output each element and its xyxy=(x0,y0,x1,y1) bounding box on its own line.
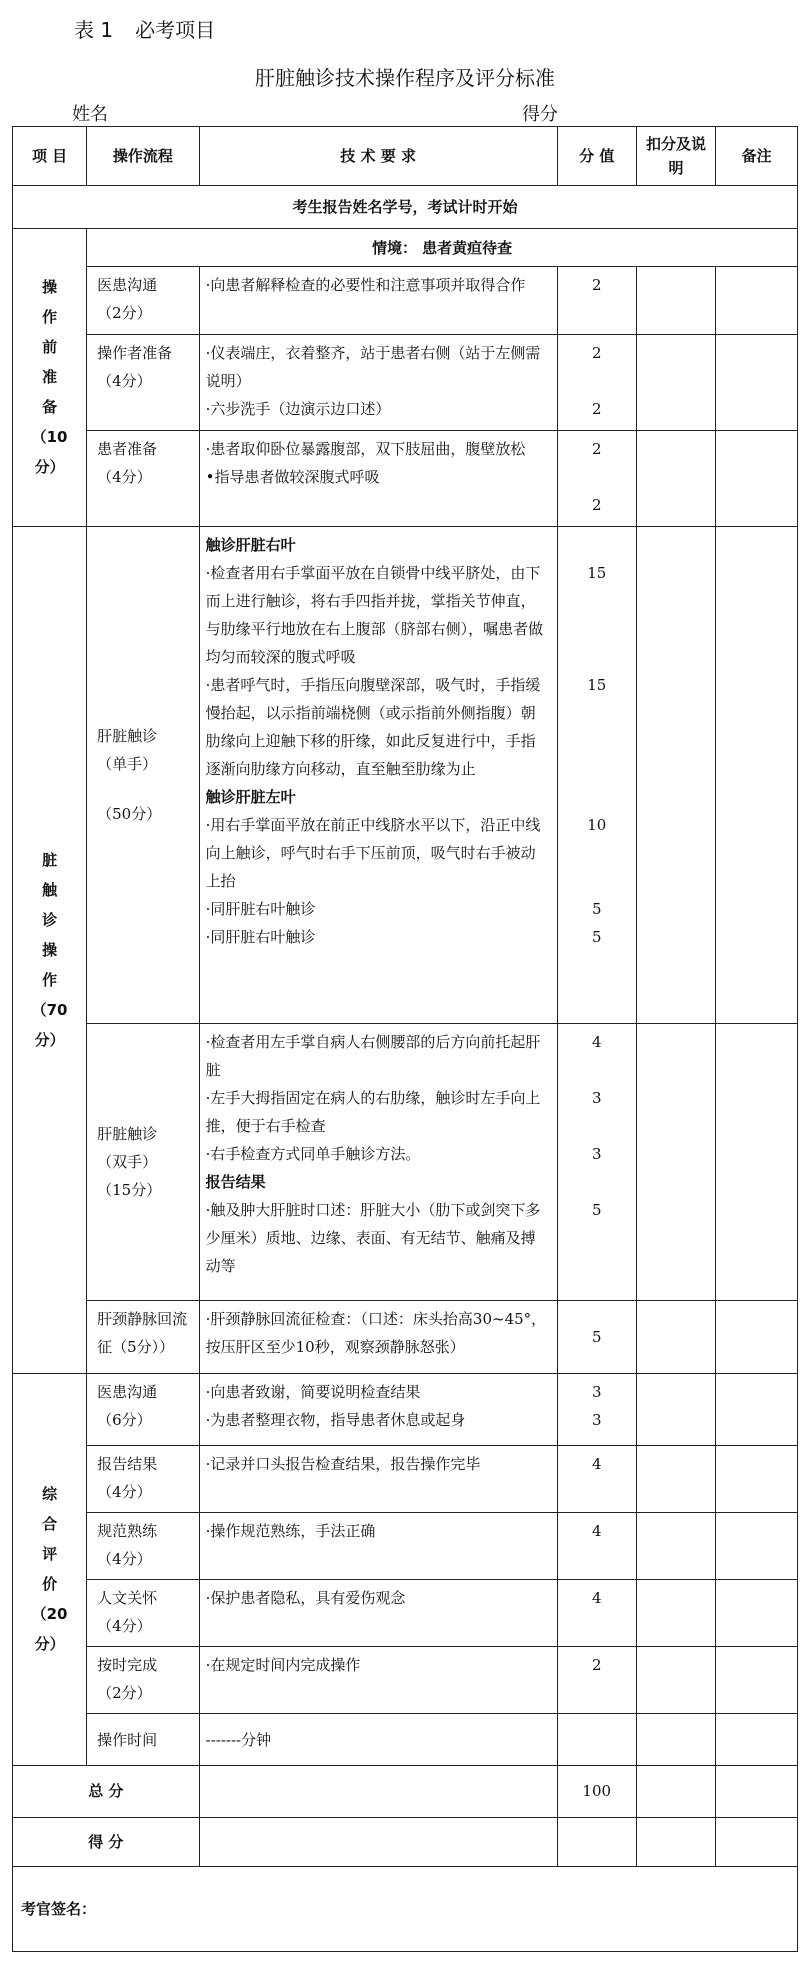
section-prep: 操 作 前 准 备 （10 分） xyxy=(13,229,87,526)
col-requirements: 技 术 要 求 xyxy=(199,127,557,186)
flow-cell: 规范熟练 （4分） xyxy=(87,1512,200,1579)
table-row xyxy=(13,1373,798,1445)
flow-cell: 患者准备 （4分） xyxy=(87,430,200,526)
req-cell: ·肝颈静脉回流征检查：（口述：床头抬高30~45°，按压肝区至少10秒，观察颈静脉怒张） xyxy=(199,1301,557,1373)
flow-cell: 医患沟通 （2分） xyxy=(87,267,200,334)
note-cell[interactable] xyxy=(716,1647,798,1714)
table-row xyxy=(13,526,798,1024)
note-cell[interactable] xyxy=(716,1445,798,1512)
score-cell: 2 2 xyxy=(557,430,636,526)
flow-cell: 人文关怀 （4分） xyxy=(87,1580,200,1647)
table-row xyxy=(13,1512,798,1579)
flow-cell: 肝颈静脉回流征（5分）） xyxy=(87,1301,200,1373)
table-row xyxy=(13,1580,798,1647)
scenario: 情境： 患者黄疸待查 xyxy=(87,229,798,267)
note-cell[interactable] xyxy=(716,267,798,334)
req-cell: ·操作规范熟练，手法正确 xyxy=(199,1512,557,1579)
score-cell xyxy=(557,1714,636,1766)
req-cell: 触诊肝脏右叶 ·检查者用右手掌面平放在自锁骨中线平脐处，由下而上进行触诊，将右手四指并拢，掌指关节伸直，与肋缘平行地放在右上腹部（脐部右侧），嘱患者做均匀而较深的腹式呼吸 ·患者呼气时，手指压向腹壁深部，吸气时，手指缓慢抬起，以示指前端桡侧（或示指前外侧指腹）朝肋缘向上迎触下移的肝缘，如此反复进行中，手指逐渐向肋缘方向移动，直至触至肋缘为止 触诊肝脏左叶 ·用右手掌面平放在前正中线脐水平以下，沿正中线向上触诊，呼气时右手下压前顶，吸气时右手被动上抬 ·同肝脏右叶触诊 ·同肝脏右叶触诊 xyxy=(199,526,557,1024)
req-cell xyxy=(199,1714,557,1766)
examiner-signature[interactable]: 考官签名： xyxy=(13,1867,798,1952)
score-cell: 4 xyxy=(557,1445,636,1512)
document-title: 肝脏触诊技术操作程序及评分标准 xyxy=(255,66,555,90)
note-cell[interactable] xyxy=(716,526,798,1024)
deduction-cell[interactable] xyxy=(636,430,715,526)
deduction-cell[interactable] xyxy=(636,1765,715,1817)
note-cell[interactable] xyxy=(716,1373,798,1445)
deduction-cell[interactable] xyxy=(636,334,715,430)
section-palpation: 脏 触 诊 操 作 （70 分） xyxy=(13,526,87,1373)
deduction-cell[interactable] xyxy=(636,1373,715,1445)
score-cell: 4 xyxy=(557,1580,636,1647)
deduction-cell[interactable] xyxy=(636,1445,715,1512)
table-row xyxy=(13,267,798,334)
flow-cell: 医患沟通 （6分） xyxy=(87,1373,200,1445)
req-cell: ·在规定时间内完成操作 xyxy=(199,1647,557,1714)
note-cell[interactable] xyxy=(716,334,798,430)
scoring-table xyxy=(12,126,798,1952)
req-cell: ·向患者致谢，简要说明检查结果 ·为患者整理衣物，指导患者休息或起身 xyxy=(199,1373,557,1445)
note-cell[interactable] xyxy=(716,1580,798,1647)
score-row xyxy=(13,1817,798,1867)
section-evaluation: 综 合 评 价 （20 分） xyxy=(13,1373,87,1765)
deduction-cell[interactable] xyxy=(636,1301,715,1373)
score-cell: 4 xyxy=(557,1512,636,1579)
table-row xyxy=(13,1024,798,1301)
deduction-cell[interactable] xyxy=(636,1512,715,1579)
name-label: 姓名 xyxy=(72,104,108,125)
scenario-row xyxy=(13,229,798,267)
score-row-label: 得 分 xyxy=(13,1817,200,1867)
score-cell: 2 xyxy=(557,1647,636,1714)
note-cell[interactable] xyxy=(716,1817,798,1867)
score-cell: 15 15 10 5 5 xyxy=(557,526,636,1024)
col-flow: 操作流程 xyxy=(87,127,200,186)
total-label: 总 分 xyxy=(13,1765,200,1817)
table-row xyxy=(13,334,798,430)
col-deduction: 扣分及说明 xyxy=(636,127,715,186)
req-cell: ·检查者用左手掌自病人右侧腰部的后方向前托起肝脏 ·左手大拇指固定在病人的右肋缘，触诊时左手向上推，便于右手检查 ·右手检查方式同单手触诊方法。 报告结果 ·触及肿大肝脏时口述：肝脏大小（肋下或剑突下多少厘米）质地、边缘、表面、有无结节、触痛及搏动等 xyxy=(199,1024,557,1301)
col-item: 项 目 xyxy=(13,127,87,186)
table-caption xyxy=(74,14,237,43)
start-banner-row xyxy=(13,185,798,228)
table-row xyxy=(13,430,798,526)
table-caption-text: 必考项目 xyxy=(135,18,216,42)
deduction-cell[interactable] xyxy=(636,1024,715,1301)
flow-cell: 操作者准备 （4分） xyxy=(87,334,200,430)
score-cell: 4 3 3 5 xyxy=(557,1024,636,1301)
table-number: 表 1 xyxy=(74,18,114,42)
deduction-cell[interactable] xyxy=(636,267,715,334)
req-cell: ·患者取仰卧位暴露腹部，双下肢屈曲，腹壁放松 •指导患者做较深腹式呼吸 xyxy=(199,430,557,526)
score-entry[interactable] xyxy=(199,1817,557,1867)
deduction-cell[interactable] xyxy=(636,1647,715,1714)
table-row xyxy=(13,1714,798,1766)
note-cell[interactable] xyxy=(716,1512,798,1579)
table-row xyxy=(13,1647,798,1714)
score-cell: 5 xyxy=(557,1301,636,1373)
req-cell: ·记录并口头报告检查结果，报告操作完毕 xyxy=(199,1445,557,1512)
table-row xyxy=(13,1445,798,1512)
total-row xyxy=(13,1765,798,1817)
req-cell: ·保护患者隐私，具有爱伤观念 xyxy=(199,1580,557,1647)
req-cell: ·仪表端庄，衣着整齐，站于患者右侧（站于左侧需说明） ·六步洗手（边演示边口述） xyxy=(199,334,557,430)
score-cell: 3 3 xyxy=(557,1373,636,1445)
flow-cell: 操作时间 xyxy=(87,1714,200,1766)
note-cell[interactable] xyxy=(716,1301,798,1373)
start-banner: 考生报告姓名学号，考试计时开始 xyxy=(13,185,798,228)
duration-field: -------分钟 xyxy=(205,1730,272,1749)
flow-cell: 报告结果 （4分） xyxy=(87,1445,200,1512)
score-cell: 2 2 xyxy=(557,334,636,430)
deduction-cell[interactable] xyxy=(636,1714,715,1766)
note-cell[interactable] xyxy=(716,430,798,526)
score-cell: 2 xyxy=(557,267,636,334)
flow-cell: 按时完成 （2分） xyxy=(87,1647,200,1714)
deduction-cell[interactable] xyxy=(636,1817,715,1867)
flow-cell: 肝脏触诊 （单手） （50分） xyxy=(87,526,200,1024)
deduction-cell[interactable] xyxy=(636,526,715,1024)
total-value: 100 xyxy=(557,1765,636,1817)
table-row xyxy=(13,1301,798,1373)
note-cell[interactable] xyxy=(716,1714,798,1766)
table-header-row xyxy=(13,127,798,186)
req-cell: ·向患者解释检查的必要性和注意事项并取得合作 xyxy=(199,267,557,334)
deduction-cell[interactable] xyxy=(636,1580,715,1647)
note-cell[interactable] xyxy=(716,1765,798,1817)
col-score: 分 值 xyxy=(557,127,636,186)
score-label: 得分 xyxy=(522,104,558,125)
signature-row xyxy=(13,1867,798,1952)
note-cell[interactable] xyxy=(716,1024,798,1301)
flow-cell: 肝脏触诊 （双手） （15分） xyxy=(87,1024,200,1301)
col-note: 备注 xyxy=(716,127,798,186)
